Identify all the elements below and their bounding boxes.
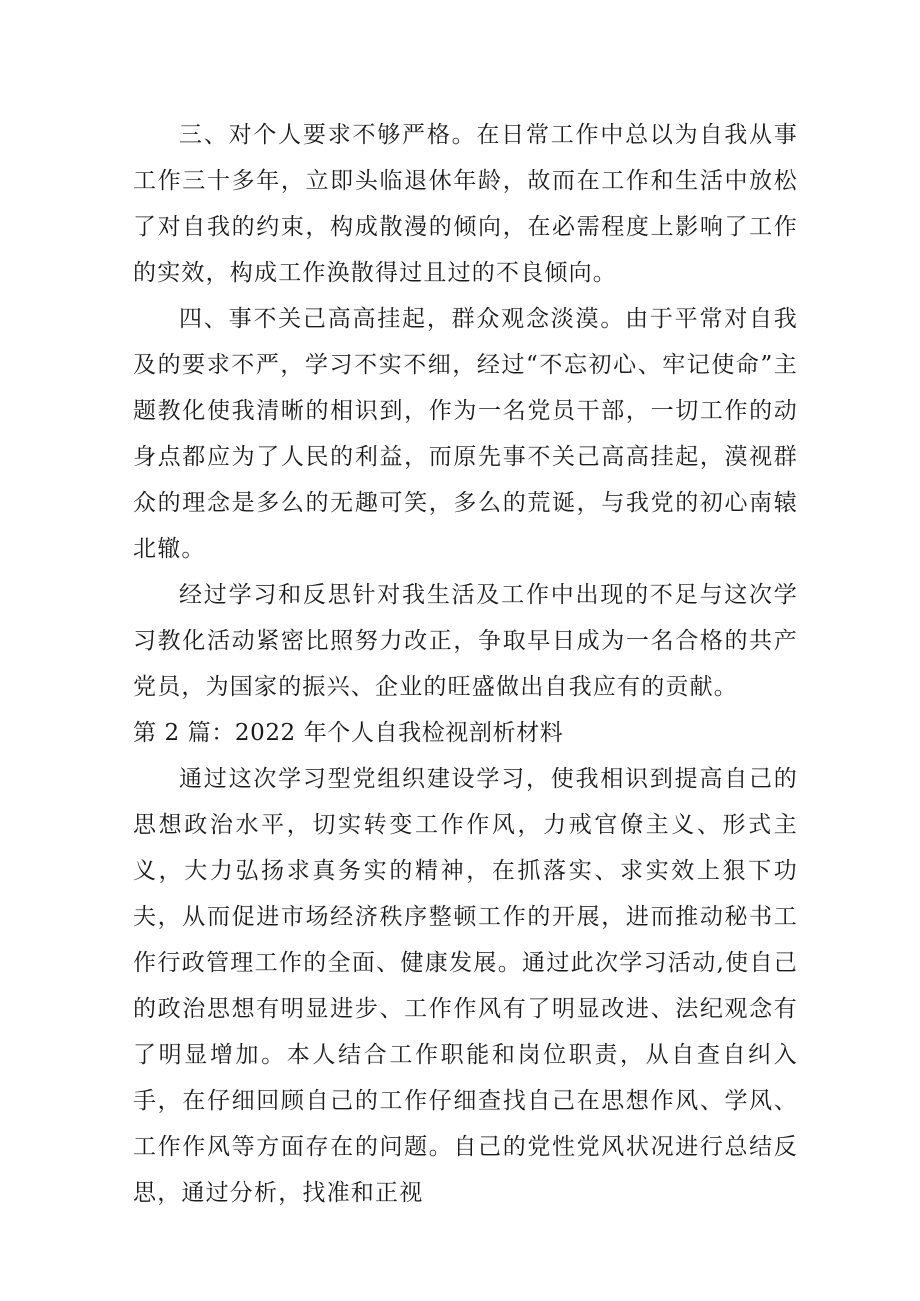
- paragraph-point-three: 三、对个人要求不够严格。在日常工作中总以为自我从事工作三十多年，立即头临退休年龄，故而在工作和生活中放松了对自我的约束，构成散漫的倾向，在必需程度上影响了工作的实效，构成工作涣散得过且过的不良倾向。: [133, 122, 798, 286]
- document-body: [133, 112, 798, 1216]
- paragraph-conclusion: 经过学习和反思针对我生活及工作中出现的不足与这次学习教化活动紧密比照努力改正，争取早日成为一名合格的共产党员，为国家的振兴、企业的旺盛做出自我应有的贡献。: [133, 582, 798, 700]
- paragraph-section-intro: 通过这次学习型党组织建设学习，使我相识到提高自己的思想政治水平，切实转变工作作风，力戒官僚主义、形式主义，大力弘扬求真务实的精神，在抓落实、求实效上狠下功夫，从而促进市场经济秩序整顿工作的开展，进而推动秘书工作行政管理工作的全面、健康发展。通过此次学习活动,使自己的政治思想有明显进步、工作作风有了明显改进、法纪观念有了明显增加。本人结合工作职能和岗位职责，从自查自纠入手，在仔细回顾自己的工作仔细查找自己在思想作风、学风、工作作风等方面存在的问题。自己的党性党风状况进行总结反思，通过分析，找准和正视: [133, 766, 798, 1206]
- paragraph-point-four: 四、事不关己高高挂起，群众观念淡漠。由于平常对自我及的要求不严，学习不实不细，经过“不忘初心、牢记使命”主题教化使我清晰的相识到，作为一名党员干部，一切工作的动身点都应为了人民的利益，而原先事不关己高高挂起，漠视群众的理念是多么的无趣可笑，多么的荒诞，与我党的初心南辕北辙。: [133, 306, 798, 562]
- section-heading: 第 2 篇：2022 年个人自我检视剖析材料: [133, 720, 564, 746]
